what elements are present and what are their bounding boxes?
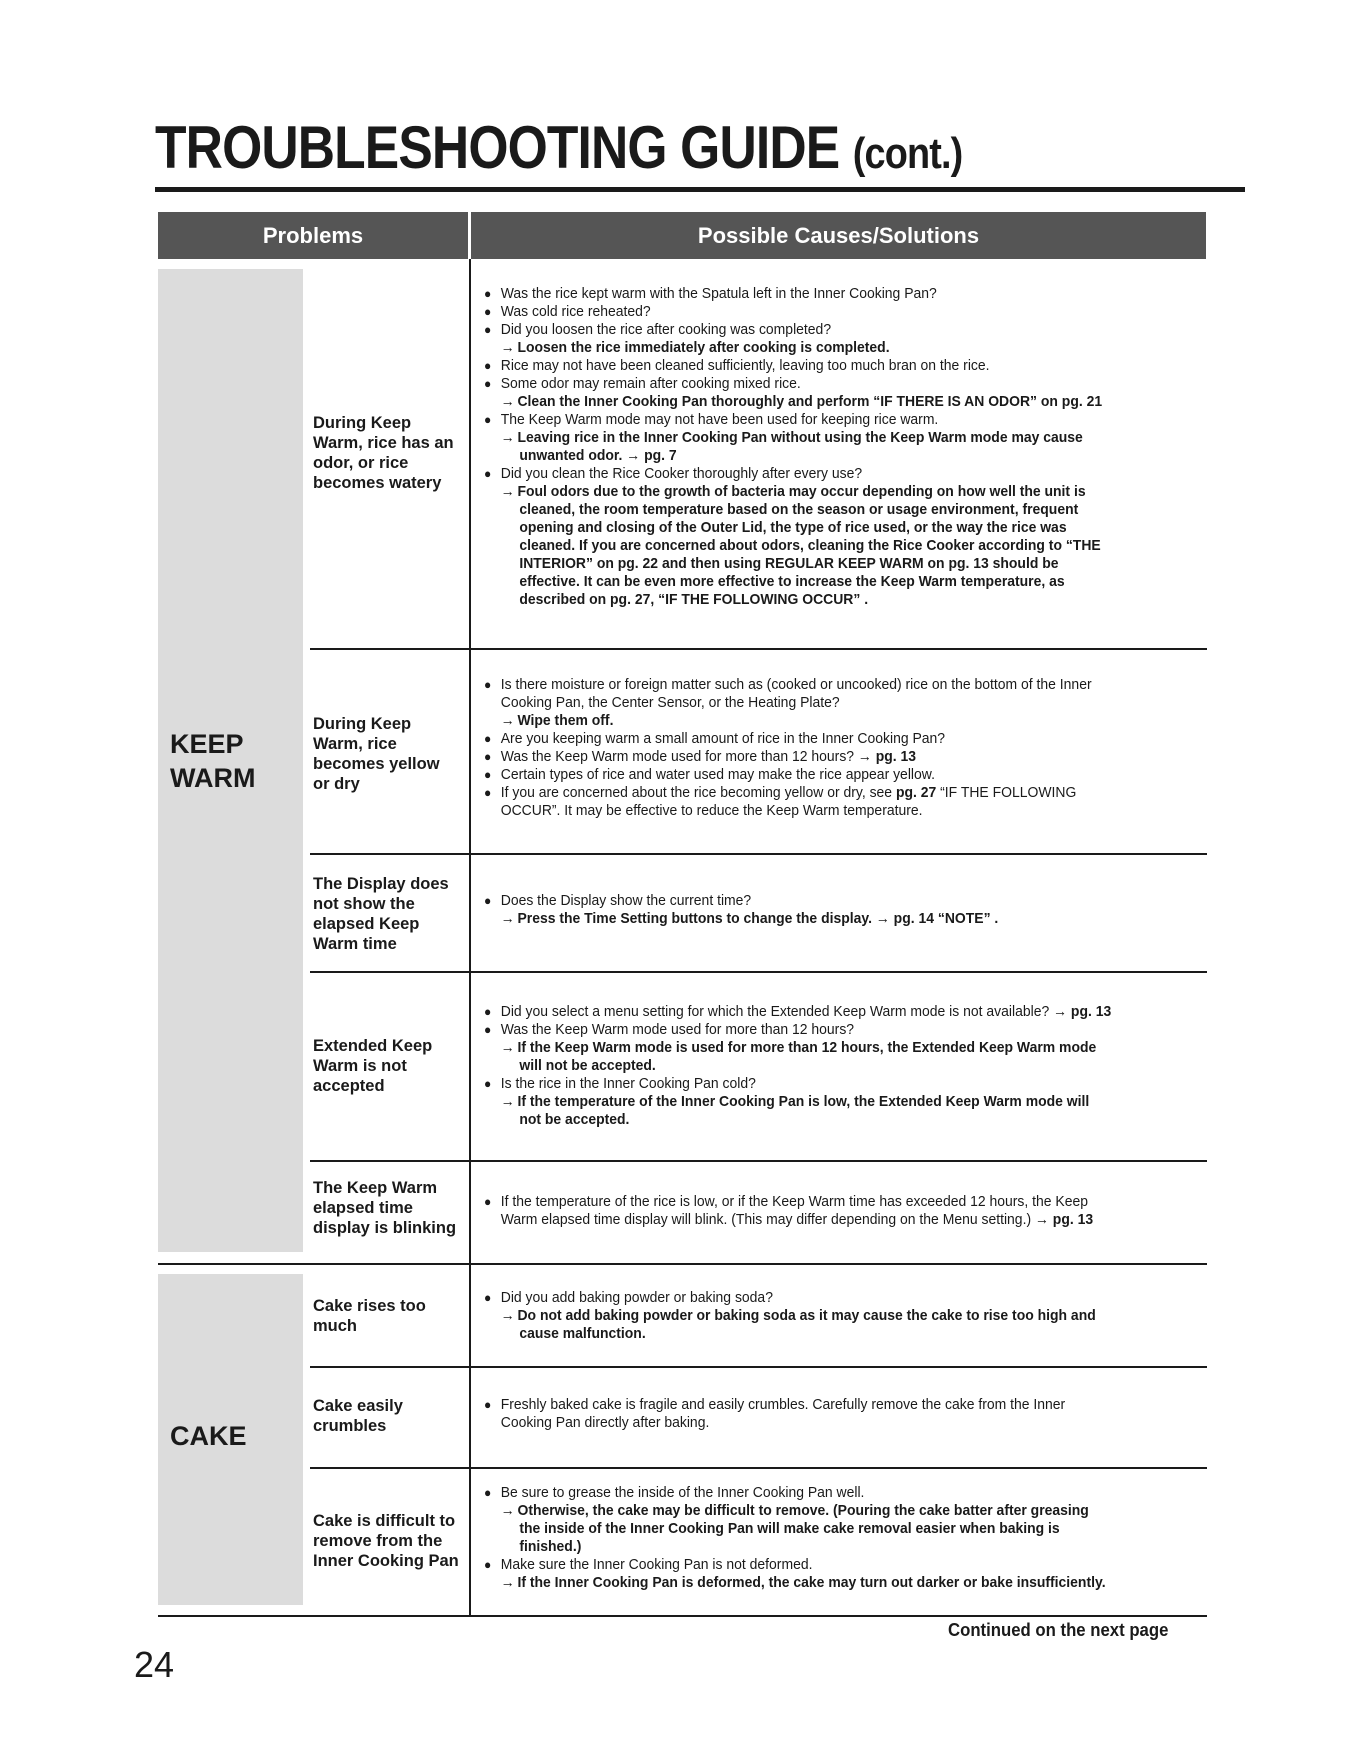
cause-continuation: OCCUR”. It may be effective to reduce the Keep Warm temperature.: [500, 802, 923, 819]
solution-continuation: unwanted odor. → pg. 7: [519, 447, 677, 464]
bullet-icon: ●: [484, 1076, 492, 1091]
causes-block: [484, 1289, 1163, 1343]
causes-block: [484, 1193, 1163, 1229]
problem-label: Extended Keep Warm is not accepted: [313, 1037, 433, 1095]
solution-continuation: cleaned, the room temperature based on the season or usage environment, frequent: [519, 501, 1079, 518]
cause-bullet: ● Was cold rice reheated?: [484, 303, 651, 320]
page-number: 24: [134, 1644, 175, 1685]
cause-bullet: ● Did you add baking powder or baking soda?: [484, 1289, 773, 1306]
problem-label: During Keep Warm, rice has an odor, or rice becomes watery: [313, 414, 454, 492]
cause-bullet: ● If the temperature of the rice is low, or if the Keep Warm time has exceeded 12 hours, the Keep: [484, 1193, 1088, 1210]
cause-bullet: ● Certain types of rice and water used may make the rice appear yellow.: [484, 766, 935, 783]
causes-block: [484, 285, 1163, 609]
arrow-icon: →: [500, 910, 515, 927]
cause-bullet: ● Did you loosen the rice after cooking was completed?: [484, 321, 832, 338]
cause-bullet: ● Did you select a menu setting for which the Extended Keep Warm mode is not available? → pg. 13: [484, 1003, 1112, 1020]
bullet-icon: ●: [484, 1397, 492, 1412]
page-title-main: TROUBLESHOOTING GUIDE: [155, 114, 840, 181]
bullet-icon: ●: [484, 749, 492, 764]
cause-bullet: ● Are you keeping warm a small amount of rice in the Inner Cooking Pan?: [484, 730, 946, 747]
bullet-icon: ●: [484, 893, 492, 908]
cause-bullet: ● If you are concerned about the rice becoming yellow or dry, see pg. 27 “IF THE FOLLOWING: [484, 784, 1077, 801]
bullet-icon: ●: [484, 286, 492, 301]
causes-block: [484, 1396, 1163, 1432]
arrow-icon: →: [500, 712, 515, 729]
solution-continuation: finished.): [519, 1538, 582, 1555]
section-divider: [158, 1263, 1207, 1265]
arrow-icon: →: [500, 1574, 515, 1591]
solution-line: → Foul odors due to the growth of bacteria may occur depending on how well the unit is: [500, 483, 1086, 500]
table-header: [158, 212, 1206, 259]
category-keep-warm: [158, 269, 303, 1252]
bullet-icon: ●: [484, 466, 492, 481]
problem-label: During Keep Warm, rice becomes yellow or dry: [313, 715, 440, 793]
category-cake: [158, 1274, 303, 1605]
cause-continuation: Warm elapsed time display will blink. (This may differ depending on the Menu setting.) → pg. 13: [500, 1211, 1094, 1228]
solution-continuation: opening and closing of the Outer Lid, the type of rice used, or the way the rice was: [519, 519, 1067, 536]
row-divider: [310, 1467, 1207, 1469]
title-rule: [155, 187, 1245, 192]
header-problems: Problems: [262, 223, 364, 248]
bullet-icon: ●: [484, 376, 492, 391]
arrow-icon: →: [500, 1307, 515, 1324]
cause-bullet: ● Was the Keep Warm mode used for more than 12 hours?: [484, 1021, 855, 1038]
solution-continuation: the inside of the Inner Cooking Pan will make cake removal easier when baking is: [519, 1520, 1060, 1537]
solution-line: → Clean the Inner Cooking Pan thoroughly and perform “IF THERE IS AN ODOR” on pg. 21: [500, 393, 1103, 410]
solution-line: → Press the Time Setting buttons to change the display. → pg. 14 “NOTE” .: [500, 910, 999, 927]
row-divider: [310, 648, 1207, 650]
solution-continuation: cause malfunction.: [519, 1325, 646, 1342]
cause-bullet: ● Was the Keep Warm mode used for more than 12 hours? → pg. 13: [484, 748, 917, 765]
header-causes: Possible Causes/Solutions: [697, 223, 980, 248]
category-label: CAKE: [170, 1421, 247, 1451]
causes-block: [484, 1484, 1163, 1592]
problem-label: The Display does not show the elapsed Keep Warm time: [313, 875, 449, 953]
solution-continuation: cleaned. If you are concerned about odors, cleaning the Rice Cooker according to “THE: [519, 537, 1101, 554]
arrow-icon: →: [500, 393, 515, 410]
cause-bullet: ● Freshly baked cake is fragile and easily crumbles. Carefully remove the cake from the Inner: [484, 1396, 1066, 1413]
bullet-icon: ●: [484, 1004, 492, 1019]
cause-bullet: ● Make sure the Inner Cooking Pan is not deformed.: [484, 1556, 813, 1573]
bullet-icon: ●: [484, 785, 492, 800]
arrow-icon: →: [500, 339, 515, 356]
page-title-suffix: (cont.): [852, 129, 963, 178]
causes-block: [484, 892, 1163, 928]
problem-label: Cake rises too much: [313, 1297, 426, 1335]
problem-label: Cake easily crumbles: [313, 1397, 403, 1435]
solution-line: → If the Inner Cooking Pan is deformed, the cake may turn out darker or bake insufficiently.: [500, 1574, 1106, 1591]
cause-continuation: Cooking Pan directly after baking.: [500, 1414, 710, 1431]
bullet-icon: ●: [484, 412, 492, 427]
bullet-icon: ●: [484, 1557, 492, 1572]
bullet-icon: ●: [484, 358, 492, 373]
table-bottom-rule: [158, 1615, 1207, 1617]
bullet-icon: ●: [484, 1194, 492, 1209]
cause-bullet: ● Some odor may remain after cooking mixed rice.: [484, 375, 801, 392]
bullet-icon: ●: [484, 677, 492, 692]
solution-continuation: will not be accepted.: [519, 1057, 656, 1074]
bullet-icon: ●: [484, 322, 492, 337]
cause-bullet: ● Does the Display show the current time?: [484, 892, 752, 909]
cause-bullet: ● The Keep Warm mode may not have been used for keeping rice warm.: [484, 411, 939, 428]
cause-bullet: ● Is there moisture or foreign matter such as (cooked or uncooked) rice on the bottom of the Inner: [484, 676, 1092, 693]
arrow-icon: →: [500, 1093, 515, 1110]
solution-line: → Do not add baking powder or baking soda as it may cause the cake to rise too high and: [500, 1307, 1096, 1324]
causes-block: [484, 676, 1163, 820]
bullet-icon: ●: [484, 1022, 492, 1037]
solution-continuation: described on pg. 27, “IF THE FOLLOWING OCCUR” .: [519, 591, 869, 608]
bullet-icon: ●: [484, 304, 492, 319]
solution-line: → Wipe them off.: [500, 712, 614, 729]
solution-line: → Otherwise, the cake may be difficult to remove. (Pouring the cake batter after greasing: [500, 1502, 1089, 1519]
problem-label: Cake is difficult to remove from the Inner Cooking Pan: [313, 1512, 459, 1570]
row-divider: [310, 853, 1207, 855]
cause-bullet: ● Was the rice kept warm with the Spatula left in the Inner Cooking Pan?: [484, 285, 937, 302]
arrow-icon: →: [500, 1502, 515, 1519]
solution-line: → If the Keep Warm mode is used for more than 12 hours, the Extended Keep Warm mode: [500, 1039, 1097, 1056]
row-divider: [310, 1366, 1207, 1368]
arrow-icon: →: [500, 483, 515, 500]
problem-label: The Keep Warm elapsed time display is blinking: [313, 1179, 457, 1237]
row-divider: [310, 1160, 1207, 1162]
bullet-icon: ●: [484, 1485, 492, 1500]
arrow-icon: →: [500, 1039, 515, 1056]
bullet-icon: ●: [484, 767, 492, 782]
arrow-icon: →: [500, 429, 515, 446]
solution-line: → Leaving rice in the Inner Cooking Pan without using the Keep Warm mode may cause: [500, 429, 1083, 446]
page-title: [155, 114, 963, 181]
cause-bullet: ● Be sure to grease the inside of the Inner Cooking Pan well.: [484, 1484, 865, 1501]
bullet-icon: ●: [484, 1290, 492, 1305]
cause-continuation: Cooking Pan, the Center Sensor, or the Heating Plate?: [500, 694, 840, 711]
continued-note: Continued on the next page: [948, 1620, 1169, 1640]
row-divider: [310, 971, 1207, 973]
cause-bullet: ● Rice may not have been cleaned sufficiently, leaving too much bran on the rice.: [484, 357, 990, 374]
cause-bullet: ● Did you clean the Rice Cooker thoroughly after every use?: [484, 465, 863, 482]
category-label: KEEP WARM: [170, 729, 256, 793]
cause-bullet: ● Is the rice in the Inner Cooking Pan cold?: [484, 1075, 756, 1092]
solution-line: → If the temperature of the Inner Cooking Pan is low, the Extended Keep Warm mode will: [500, 1093, 1090, 1110]
solution-continuation: INTERIOR” on pg. 22 and then using REGULAR KEEP WARM on pg. 13 should be: [519, 555, 1059, 572]
solution-continuation: not be accepted.: [519, 1111, 630, 1128]
causes-block: [484, 1003, 1163, 1129]
column-divider: [469, 259, 471, 1616]
solution-line: → Loosen the rice immediately after cooking is completed.: [500, 339, 890, 356]
bullet-icon: ●: [484, 731, 492, 746]
solution-continuation: effective. It can be even more effective to increase the Keep Warm temperature, as: [519, 573, 1065, 590]
